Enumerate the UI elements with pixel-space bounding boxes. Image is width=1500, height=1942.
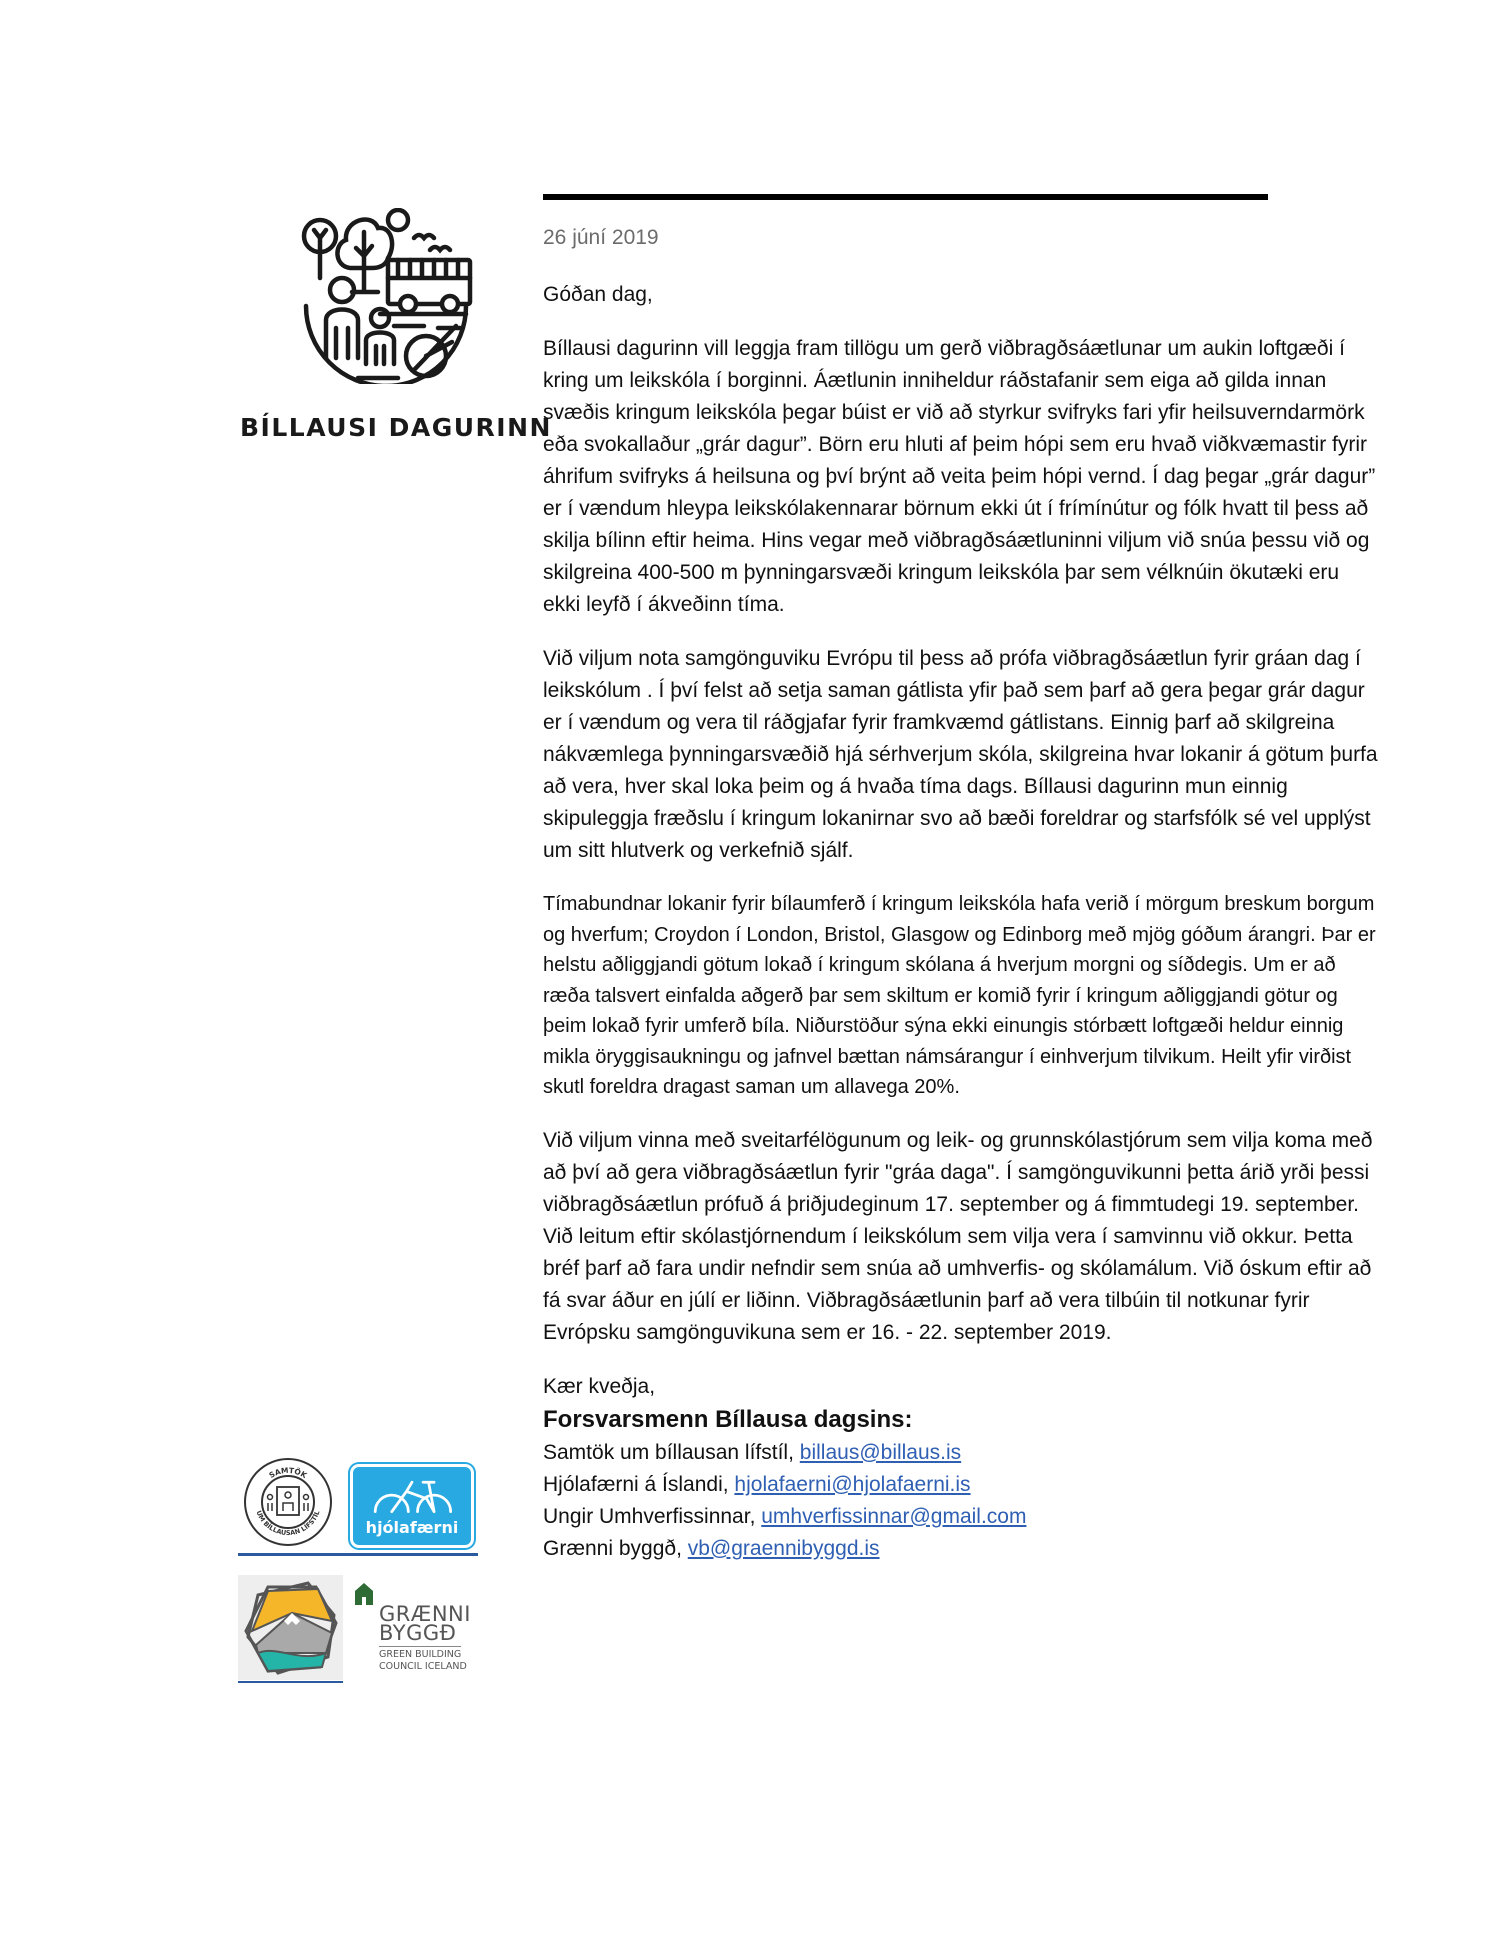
partner-underline [238,1681,343,1683]
svg-text:SAMTÖK: SAMTÖK [267,1465,309,1481]
paragraph: Tímabundnar lokanir fyrir bílaumferð í kringum leikskóla hafa verið í mörgum breskum borgum og hverfum; Croydon í London, Bristol, Glasgow og Edinborg með mjög góðum árangri. Þar er helstu aðliggjandi götum lokað í kringum skólana á hverjum morgni og síðdegis. Um er að ræða talsvert einfalda aðgerð þar sem skiltum er komið fyrir í kringum aðliggjandi götur og þeim lokað fyrir umferð bíla. Niðurstöður sýna ekki einungis stórbætt loftgæði heldur einnig mikla öryggisaukningu og jafnvel bættan námsárangur í einhverjum tilvikum. Heilt yfir virðist skutl foreldra dragast saman um allavega 20%. [543,893,1376,1098]
paragraph: Við viljum nota samgönguviku Evrópu til þess að prófa viðbragðsáætlun fyrir gráan dag í leikskólum . Í því felst að setja saman gátlista yfir það sem þarf að gera þegar grár dagur er í vændum og vera til ráðgjafar fyrir framkvæmd gátlistans. Einnig þarf að skilgreina nákvæmlega þynningarsvæðið hjá sérhverjum skóla, skilgreina hvar lokanir á götum þurfa að vera, hver skal loka þeim og á hvaða tíma dags. Bíllausi dagurinn mun einnig skipuleggja fræðslu í kringum lokanirnar svo að bæði foreldrar og starfsfólk sé vel upplýst um sitt hlutverk og verkefnið sjálf. [543,647,1378,862]
svg-text:UM BÍLLAUSAN LÍFSTÍL: UM BÍLLAUSAN LÍFSTÍL [254,1509,322,1538]
paragraph: Bíllausi dagurinn vill leggja fram tillögu um gerð viðbragðsáætlunar um aukin loftgæði í kring um leikskóla í borginni. Áætlunin inniheldur ráðstafanir sem eiga að gilda innan svæðis kringum leikskóla þegar búist er við að styrkur svifryks fari yfir heilsuverndarmörk eða svokallaður „grár dagur”. Börn eru hluti af þeim hópi sem eru hvað viðkvæmastir fyrir áhrifum svifryks á heilsuna og því brýnt að veita þeim hópi vernd. Í dag þegar „grár dagur” er í vændum hleypa leikskólakennarar börnum ekki út í frímínútur og fólk hvatt til þess að skilja bílinn eftir heima. Hins vegar með viðbragðsáætluninni viljum við snúa þessu við og skilgreina 400-500 m þynningarsvæði kringum leikskóla þar sem vélknúin ökutæki eru ekki leyfð í ákveðinn tíma. [543,337,1376,616]
contact-org: Samtök um bíllausan lífstíl, [543,1440,800,1464]
contact-list [543,1437,1378,1565]
gb-sub-line: COUNCIL ICELAND [379,1661,467,1672]
contact-row [543,1501,1378,1533]
email-link[interactable]: hjolafaerni@hjolafaerni.is [734,1472,971,1496]
mountain-hexagon-icon [238,1575,343,1680]
bicycle-icon [353,1473,471,1519]
gb-title-line: GRÆNNI [379,1602,471,1626]
header-rule [543,194,1268,200]
hjolafaerni-label: hjólafærni [365,1518,459,1537]
contact-row [543,1533,1378,1565]
closing: Kær kveðja, [543,1374,656,1398]
letter-date: 26 júní 2019 [543,226,659,249]
gb-sub-line: GREEN BUILDING [379,1649,462,1660]
ungir-umhverfissinnar-logo [238,1575,343,1680]
graenni-byggd-title [379,1602,471,1645]
gb-divider [379,1646,461,1647]
letter-body [543,222,1378,1565]
samtok-logo-icon [243,1457,333,1547]
contact-row [543,1437,1378,1469]
greeting: Góðan dag, [543,283,653,306]
email-link[interactable]: billaus@billaus.is [799,1440,962,1464]
graenni-byggd-logo [355,1583,485,1678]
email-link[interactable]: umhverfissinnar@gmail.com [761,1504,1027,1528]
brand-name: BÍLLAUSI DAGURINN [240,413,552,442]
hjolafaerni-logo [350,1464,474,1548]
house-icon [355,1583,373,1605]
contact-org: Grænni byggð, [543,1536,688,1560]
billausi-dagurinn-logo-icon [298,208,474,384]
graenni-byggd-subtitle [379,1649,467,1673]
contact-row [543,1469,1378,1501]
contact-org: Ungir Umhverfissinnar, [543,1504,762,1528]
signature-heading: Forsvarsmenn Bíllausa dagsins: [543,1405,913,1433]
partner-divider [238,1553,478,1556]
paragraph: Við viljum vinna með sveitarfélögunum og leik- og grunnskólastjórum sem vilja koma með að því að gera viðbragðsáætlun fyrir "gráa daga". Í samgönguvikunni þetta árið yrði þessi viðbragðsáætlun prófuð á þriðjudeginum 17. september og á fimmtudegi 19. september. Við leitum eftir skólastjórnendum í leikskólum sem vilja vera í samvinnu við okkur. Þetta bréf þarf að fara undir nefndir sem snúa að umhverfis- og skólamálum. Við óskum eftir að fá svar áður en júlí er liðinn. Viðbragðsáætlunin þarf að vera tilbúin til notkunar fyrir Evrópsku samgönguvikuna sem er 16. - 22. september 2019. [543,1128,1373,1344]
gb-title-line: BYGGÐ [379,1621,457,1645]
email-link[interactable]: vb@graennibyggd.is [687,1536,880,1560]
contact-org: Hjólafærni á Íslandi, [543,1472,735,1496]
